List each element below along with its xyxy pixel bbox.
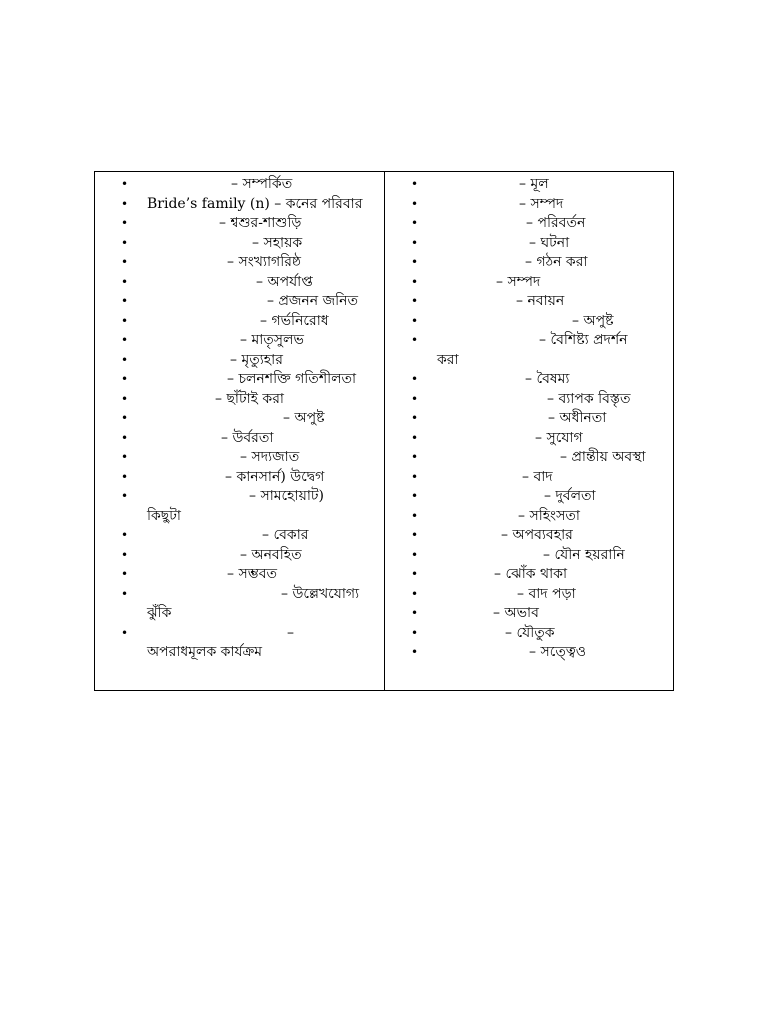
bullet: •	[411, 625, 419, 640]
list-item	[95, 468, 384, 488]
list-item-text: – গর্ভনিরোধ	[260, 312, 329, 329]
bullet: •	[121, 216, 129, 230]
list-item	[385, 234, 674, 254]
list-item-text: কিছুটা	[147, 507, 181, 524]
bullet: •	[411, 567, 419, 581]
bullet: •	[121, 177, 129, 191]
bullet: •	[121, 294, 129, 308]
list-item-text: – ব্যাপক বিস্তৃত	[547, 390, 631, 407]
bullet: •	[411, 586, 419, 601]
list-item-text: – যৌতুক	[505, 624, 555, 641]
bullet: •	[411, 489, 419, 503]
bullet: •	[121, 313, 129, 328]
list-item	[95, 175, 384, 195]
list-item-text: – মাতৃসুলভ	[240, 332, 304, 348]
list-item-text: – কানসার্ন) উদ্বেগ	[225, 468, 325, 485]
list-item-text: – অভাব	[493, 605, 539, 621]
bullet: •	[411, 411, 419, 425]
bullet: •	[121, 333, 129, 347]
list-item-text: – বৈষম্য	[525, 371, 570, 387]
list-item	[95, 331, 384, 351]
list-item	[95, 273, 384, 293]
bullet: •	[121, 567, 129, 581]
list-item-text: – প্রান্তীয় অবস্থা	[560, 449, 646, 465]
list-item-text: – সহিংসতা	[518, 507, 580, 524]
list-item	[95, 292, 384, 312]
list-item-text: – মৃত্যুহার	[230, 351, 283, 368]
list-item	[385, 409, 674, 429]
list-item-text: – সামহোয়াট)	[249, 488, 324, 504]
list-item-text: – অপুষ্ট	[572, 312, 614, 329]
list-item-text: Bride’s family (n) – কনের পরিবার	[147, 195, 363, 212]
list-item	[385, 624, 674, 644]
right-column	[385, 175, 674, 663]
bullet: •	[411, 333, 419, 347]
bullet: •	[411, 606, 419, 620]
bullet: •	[411, 255, 419, 269]
bullet: •	[411, 235, 419, 250]
list-item-text: – অনবহিত	[240, 546, 302, 563]
bullet: •	[121, 411, 129, 425]
bullet: •	[411, 391, 419, 406]
list-item	[95, 214, 384, 234]
list-item-text: – বাদ পড়া	[517, 585, 576, 602]
list-item-text: – প্রজনন জনিত	[267, 293, 358, 309]
list-item-text: – গঠন করা	[525, 254, 588, 270]
list-item	[385, 370, 674, 390]
list-item-continuation	[95, 604, 384, 624]
list-item-text: অপরাধমূলক কার্যক্রম	[147, 644, 263, 660]
list-item-text: – সম্ভবত	[227, 566, 278, 582]
list-item	[95, 429, 384, 449]
bullet: •	[411, 469, 419, 484]
bullet: •	[121, 547, 129, 562]
bullet: •	[411, 547, 419, 562]
bullet: •	[411, 645, 419, 659]
bullet: •	[411, 216, 419, 230]
list-item-text: – উর্বরতা	[221, 429, 274, 446]
bullet: •	[121, 430, 129, 445]
list-item-continuation	[95, 507, 384, 527]
list-item-text: – বেকার	[262, 527, 309, 543]
bullet: •	[121, 625, 129, 640]
bullet: •	[121, 352, 129, 367]
list-item-text: – বৈশিষ্ট্য প্রদর্শন	[539, 332, 628, 348]
list-item-text: – চলনশক্তি গতিশীলতা	[227, 371, 357, 387]
list-item-text: – বাদ	[522, 468, 553, 485]
list-item	[385, 390, 674, 410]
list-item	[95, 253, 384, 273]
list-item	[385, 429, 674, 449]
list-item	[385, 253, 674, 273]
list-item	[385, 604, 674, 624]
list-item	[385, 195, 674, 215]
bullet: •	[121, 489, 129, 503]
list-item-text: – নবায়ন	[516, 293, 565, 309]
list-item-text: – সত্ত্বেও	[529, 644, 587, 660]
list-item	[95, 312, 384, 332]
bullet: •	[411, 372, 419, 386]
list-item	[385, 526, 674, 546]
list-item-text: – সুযোগ	[535, 429, 583, 446]
bullet: •	[411, 313, 419, 328]
list-item-text: –	[287, 624, 294, 641]
list-item-text: – পরিবর্তন	[526, 215, 586, 231]
left-column	[95, 175, 384, 663]
list-item	[385, 546, 674, 566]
list-item-text: – অপব্যবহার	[501, 527, 573, 543]
list-item	[95, 624, 384, 644]
bullet: •	[411, 294, 419, 308]
bullet: •	[121, 586, 129, 601]
bullet: •	[121, 372, 129, 386]
bullet: •	[411, 196, 419, 211]
list-item-text: – সদ্যজাত	[240, 449, 300, 465]
list-item-text: – উল্লেখযোগ্য	[281, 585, 360, 602]
bullet: •	[411, 508, 419, 523]
list-item	[385, 312, 674, 332]
bullet: •	[411, 528, 419, 542]
list-item	[385, 175, 674, 195]
list-item	[95, 370, 384, 390]
list-item-text: – ঝোঁক থাকা	[494, 566, 568, 582]
list-item-text: – অপর্যাপ্ত	[256, 273, 313, 290]
list-item	[385, 643, 674, 663]
list-item	[95, 487, 384, 507]
list-item	[95, 409, 384, 429]
list-item	[385, 468, 674, 488]
bullet: •	[121, 255, 129, 269]
bullet: •	[121, 528, 129, 542]
bullet: •	[121, 196, 129, 211]
list-item-text: – সম্পদ	[496, 273, 541, 290]
list-item	[385, 331, 674, 351]
list-item-text: ঝুঁকি	[147, 605, 172, 621]
list-item	[385, 585, 674, 605]
list-item	[95, 526, 384, 546]
list-item	[95, 565, 384, 585]
list-item	[385, 448, 674, 468]
bullet: •	[411, 274, 419, 289]
bullet: •	[121, 235, 129, 250]
list-item	[385, 292, 674, 312]
list-item-text: – ঘটনা	[529, 234, 570, 251]
list-item	[95, 546, 384, 566]
bullet: •	[411, 430, 419, 445]
list-item	[385, 487, 674, 507]
bullet: •	[121, 391, 129, 406]
list-item	[95, 351, 384, 371]
list-item	[385, 507, 674, 527]
list-item	[385, 273, 674, 293]
list-item	[95, 390, 384, 410]
bullet: •	[121, 469, 129, 484]
list-item-text: – যৌন হয়রানি	[543, 546, 625, 563]
bullet: •	[121, 450, 129, 464]
list-item	[95, 585, 384, 605]
list-item-text: – সম্পদ	[519, 195, 564, 212]
vocabulary-table	[94, 171, 674, 691]
list-item	[95, 195, 384, 215]
list-item-text: – সংখ্যাগরিষ্ঠ	[227, 254, 302, 270]
list-item-text: – অপুষ্ট	[283, 410, 325, 426]
list-item-text: করা	[437, 351, 459, 368]
list-item-text: – সম্পর্কিত	[231, 176, 293, 192]
list-item-text: – মূল	[519, 176, 549, 192]
list-item	[385, 565, 674, 585]
list-item-text: – ছাঁটাই করা	[215, 390, 284, 407]
list-item-continuation	[95, 643, 384, 663]
list-item-text: – অধীনতা	[548, 410, 607, 426]
list-item	[385, 214, 674, 234]
bullet: •	[411, 177, 419, 191]
list-item	[95, 234, 384, 254]
list-item-text: – শ্বশুর-শাশুড়ি	[219, 215, 302, 231]
bullet: •	[411, 450, 419, 464]
list-item-text: – সহায়ক	[252, 234, 303, 251]
list-item-text: – দুর্বলতা	[544, 488, 596, 504]
bullet: •	[121, 274, 129, 289]
list-item-continuation	[385, 351, 674, 371]
list-item	[95, 448, 384, 468]
